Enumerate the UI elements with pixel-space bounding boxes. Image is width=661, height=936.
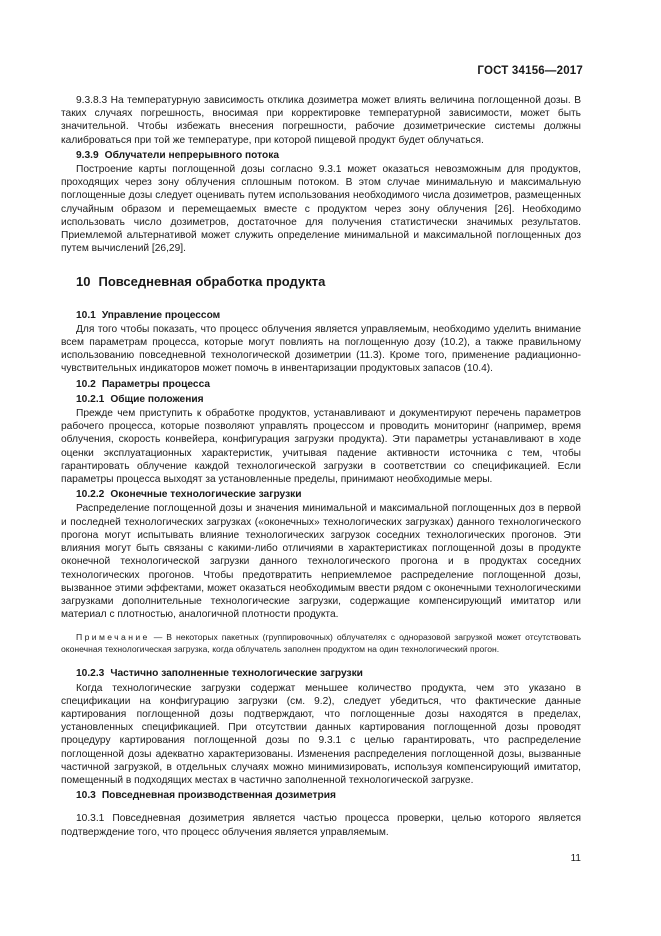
heading-10-2-2	[76, 488, 581, 501]
paragraph-9-3-8-3: 9.3.8.3 На температурную зависимость отклика дозиметра может влиять величина поглощенной дозы. В таких случаях погрешность, вносимая при корректировке температурной зависимости, может быть значительной. Чтобы избежать внесения погрешности, рабочие дозиметрические системы должны калиброваться при той же температуре, при которой пищевой продукт будет облучаться.	[61, 95, 581, 146]
document-code-header: ГОСТ 34156—2017	[477, 65, 583, 77]
section-heading-10	[76, 275, 581, 288]
spacer	[61, 803, 581, 812]
paragraph-10-2-2: Распределение поглощенной дозы и значения минимальной и максимальной поглощенных доз в первой и последней технологических загрузках («оконечных» технологических загрузках) данного технологического прогона могут испытывать влияние технологических загрузок соседних технологических прогонов. Эти влияния могут быть связаны с какими-либо отличиями в характеристиках поглощенной дозы в продукте оконечной технологической загрузки данного технологического прогона и в продуктах соседних технологических прогонов. Чтобы предотвратить неприемлемое распределение поглощенной дозы, вызванное этими эффектами, может оказаться необходимым ввести рядом с оконечными технологическими загрузками дополнительные технологические загрузки, содержащие компенсирующий имитатор или материал с плотностью, аналогичной плотности продукта.	[61, 503, 581, 621]
heading-title: Частично заполненные технологические загрузки	[110, 668, 363, 680]
heading-title: Общие положения	[110, 393, 204, 405]
heading-number: 10.2.3	[76, 668, 105, 680]
paragraph-10-2-1: Прежде чем приступить к обработке продуктов, устанавливают и документируют перечень параметров рабочего процесса, которые позволяют управлять процессом и проводить мониторинг (например, время облучения, скорость конвейера, конфигурация загрузки продукта). Эти параметры устанавливают в ходе оценки эксплуатационных характеристик, учитывая падение активности источника с тем, чтобы гарантировать облучение каждой технологической загрузки в соответствии со спецификацией. Если параметры процесса выходят за установленные пределы, принимают необходимые меры.	[61, 408, 581, 486]
heading-number: 9.3.9	[76, 149, 99, 161]
heading-10-1	[76, 309, 581, 322]
heading-title: Облучатели непрерывного потока	[104, 149, 279, 161]
paragraph-10-1: Для того чтобы показать, что процесс облучения является управляемым, необходимо уделить внимание всем параметрам процесса, которые могут повлиять на поглощенную дозу (10.2), а также правильному использованию повседневной технологической дозиметрии (11.3). Кроме того, применение радиационно-чувствительных индикаторов может помочь в инвентаризации продуктовых запасов (10.4).	[61, 323, 581, 375]
heading-title: Параметры процесса	[101, 378, 211, 390]
document-body	[61, 94, 581, 839]
paragraph-10-3-1: 10.3.1 Повседневная дозиметрия является частью процесса проверки, целью которого является подтверждение того, что процесс облучения является управляемым.	[61, 813, 581, 838]
heading-number: 10.3	[76, 790, 96, 802]
heading-title: Повседневная производственная дозиметрия	[101, 790, 336, 802]
note-text: — В некоторых пакетных (группировочных) облучателях с одноразовой загрузкой может отсутствовать оконечная технологическая загрузка, когда облучатель заполнен продуктом на один технологический прогон.	[61, 632, 581, 655]
section-title: Повседневная обработка продукта	[98, 274, 326, 290]
heading-number: 10.1	[76, 309, 96, 321]
heading-number: 10.2.1	[76, 393, 105, 405]
note-paragraph	[61, 631, 581, 655]
heading-number: 10.2	[76, 378, 96, 390]
heading-title: Оконечные технологические загрузки	[110, 489, 302, 501]
page-number: 11	[570, 853, 581, 864]
section-number: 10	[76, 274, 91, 290]
heading-10-3	[76, 789, 581, 802]
heading-9-3-9	[76, 149, 581, 162]
paragraph-9-3-9: Построение карты поглощенной дозы согласно 9.3.1 может оказаться невозможным для продуктов, проходящих через зону облучения сплошным потоком. В этом случае минимальную и максимальную поглощенные дозы следует оценивать путем использования необходимого числа дозиметров, размещенных случайным образом и перемещаемых вместе с продуктом через зону облучения [26]. Необходимо использовать число дозиметров, достаточное для получения статистически значимых результатов. Приемлемой альтернативой может служить определение минимальной и максимальной поглощенных доз путем вычислений [26,29].	[61, 164, 581, 255]
paragraph-10-2-3: Когда технологические загрузки содержат меньшее количество продукта, чем это указано в спецификации на конфигурацию загрузки (см. 9.2), следует убедиться, что фактические данные картирования поглощенной дозы подтверждают, что поглощенные дозы находятся в пределах, установленных спецификацией. При отсутствии данных картирования поглощенной дозы проводят процедуру картирования поглощенной дозы по 9.3.1 с целью гарантировать, что распределение поглощенной дозы адекватно характеризованы. Изменения распределения поглощенной дозы, вызванные частичной загрузкой, в отдельных случаях можно минимизировать, используя компенсирующий имитатор, помещенный в подходящих местах в частично заполненной технологической загрузке.	[61, 682, 581, 786]
note-label: Примечание	[76, 632, 150, 643]
heading-10-2	[76, 378, 581, 391]
heading-title: Управление процессом	[101, 309, 221, 321]
heading-10-2-1	[76, 393, 581, 406]
heading-10-2-3	[76, 667, 581, 680]
heading-number: 10.2.2	[76, 489, 105, 501]
